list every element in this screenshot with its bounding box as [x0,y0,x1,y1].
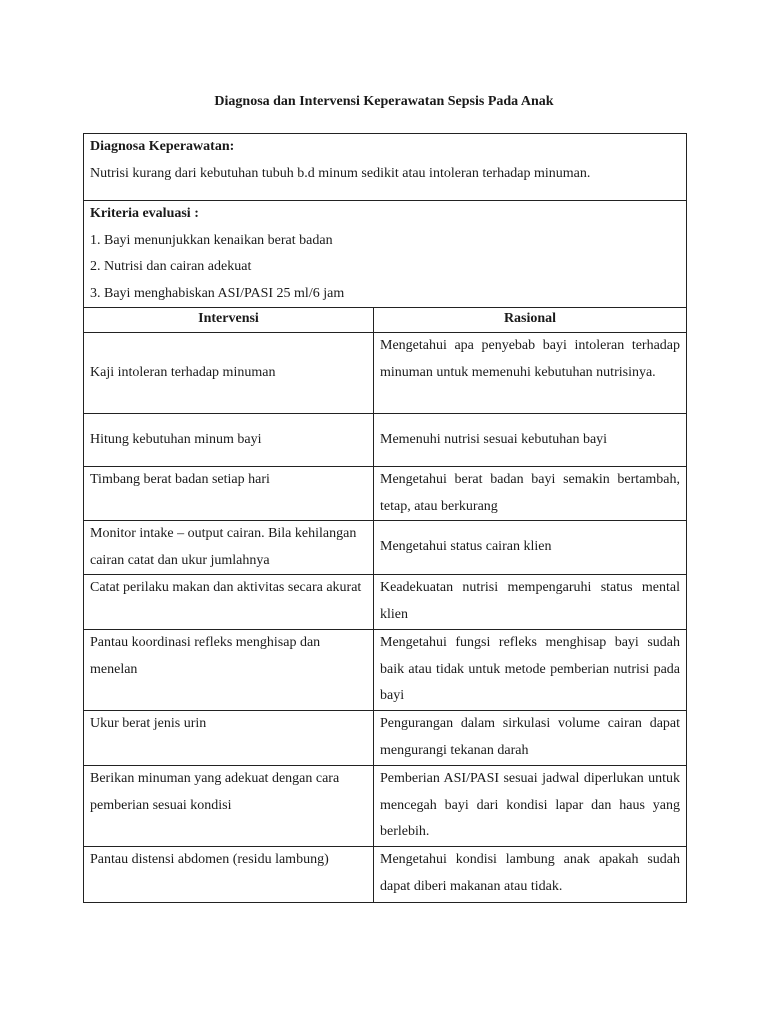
table-row [84,847,687,903]
criteria-item: 2. Nutrisi dan cairan adekuat [90,259,252,274]
table-row [84,766,687,847]
table-row [84,711,687,766]
criteria-label: Kriteria evaluasi : [90,206,199,221]
intervensi-cell: Hitung kebutuhan minum bayi [84,414,374,467]
criteria-item: 3. Bayi menghabiskan ASI/PASI 25 ml/6 jam [90,285,345,301]
table-row [84,333,687,414]
rasional-cell: Mengetahui fungsi refleks menghisap bayi sudah baik atau tidak untuk metode pemberian nutrisi pada bayi [374,630,687,711]
intervensi-cell: Timbang berat badan setiap hari [84,467,374,521]
table-row [84,414,687,467]
criteria-section [84,201,687,308]
table-row [84,630,687,711]
intervensi-cell: Pantau distensi abdomen (residu lambung) [84,847,374,903]
rasional-cell: Mengetahui kondisi lambung anak apakah sudah dapat diberi makanan atau tidak. [374,847,687,903]
rasional-cell: Memenuhi nutrisi sesuai kebutuhan bayi [374,414,687,467]
nursing-care-table [83,133,687,903]
rasional-cell: Pemberian ASI/PASI sesuai jadwal diperlukan untuk mencegah bayi dari kondisi lapar dan haus yang berlebih. [374,766,687,847]
page-title: Diagnosa dan Intervensi Keperawatan Sepsis Pada Anak [214,94,554,109]
intervensi-cell: Kaji intoleran terhadap minuman [84,333,374,414]
rasional-cell: Mengetahui berat badan bayi semakin bertambah, tetap, atau berkurang [374,467,687,521]
criteria-item: 1. Bayi menunjukkan kenaikan berat badan [90,232,333,248]
table-row [84,575,687,630]
header-intervensi: Intervensi [84,308,374,333]
diagnosis-text: Nutrisi kurang dari kebutuhan tubuh b.d minum sedikit atau intoleran terhadap minuman. [90,165,591,181]
intervensi-cell: Monitor intake – output cairan. Bila kehilangan cairan catat dan ukur jumlahnya [84,521,374,575]
intervensi-cell: Ukur berat jenis urin [84,711,374,766]
rasional-cell: Pengurangan dalam sirkulasi volume cairan dapat mengurangi tekanan darah [374,711,687,766]
rasional-cell: Mengetahui status cairan klien [374,521,687,575]
diagnosis-cell [84,134,687,201]
intervensi-cell: Berikan minuman yang adekuat dengan cara pemberian sesuai kondisi [84,766,374,847]
intervensi-cell: Catat perilaku makan dan aktivitas secara akurat [84,575,374,630]
rasional-cell: Mengetahui apa penyebab bayi intoleran terhadap minuman untuk memenuhi kebutuhan nutrisinya. [374,333,687,414]
table-row [84,521,687,575]
table-row [84,467,687,521]
intervensi-cell: Pantau koordinasi refleks menghisap dan menelan [84,630,374,711]
table-header-row [84,308,687,333]
diagnosis-label: Diagnosa Keperawatan: [90,139,235,154]
rasional-cell: Keadekuatan nutrisi mempengaruhi status mental klien [374,575,687,630]
criteria-cell [84,201,687,308]
diagnosis-section [84,134,687,201]
header-rasional: Rasional [374,308,687,333]
